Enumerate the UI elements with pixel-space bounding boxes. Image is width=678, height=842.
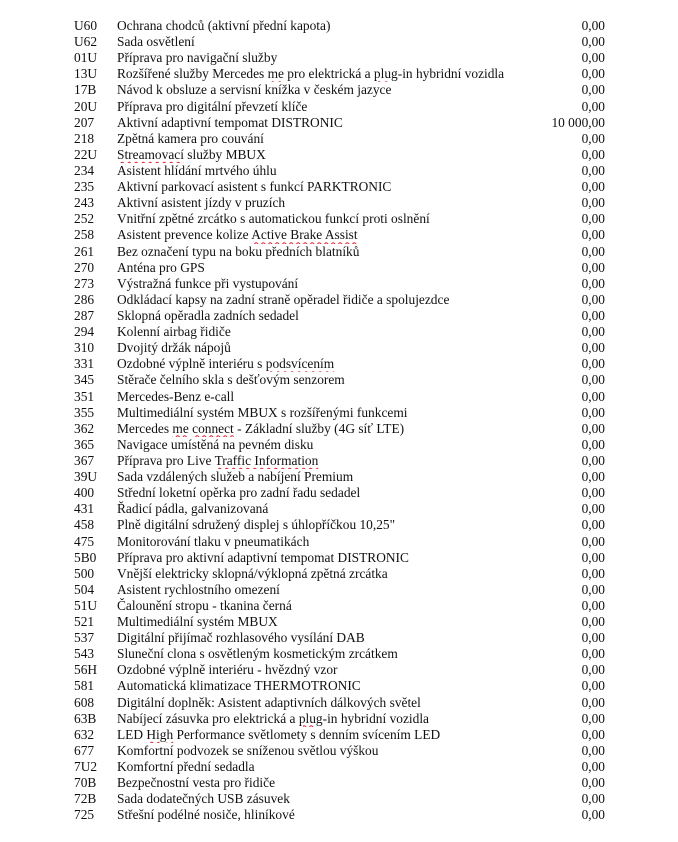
option-description[interactable]: Sada vzdálených služeb a nabíjení Premium	[117, 469, 354, 485]
option-price: 0,00	[581, 275, 605, 291]
option-price: 0,00	[581, 726, 605, 742]
option-code: 243	[74, 195, 95, 211]
equipment-row	[74, 292, 605, 308]
option-code: 310	[74, 340, 95, 356]
equipment-row	[74, 614, 605, 630]
option-code: 543	[74, 646, 95, 662]
option-price: 0,00	[581, 211, 605, 227]
equipment-row	[74, 630, 605, 646]
spellcheck-mark: plug	[373, 66, 398, 82]
equipment-row	[74, 195, 605, 211]
option-code: 400	[74, 485, 95, 501]
equipment-row	[74, 50, 605, 66]
option-code: 537	[74, 630, 95, 646]
option-description[interactable]: Streamovací služby MBUX	[117, 146, 266, 162]
option-description[interactable]: Sklopná opěradla zadních sedadel	[117, 307, 299, 323]
option-price: 0,00	[581, 259, 605, 275]
option-price: 0,00	[581, 646, 605, 662]
option-code: 286	[74, 291, 95, 307]
equipment-row	[74, 791, 605, 807]
option-code: 51U	[74, 597, 98, 613]
option-code: 72B	[74, 791, 97, 807]
option-code: 252	[74, 211, 95, 227]
equipment-row	[74, 534, 605, 550]
option-description[interactable]: Řadicí pádla, galvanizovaná	[117, 501, 269, 517]
option-price: 0,00	[581, 388, 605, 404]
option-price: 0,00	[581, 130, 605, 146]
option-description[interactable]: Komfortní přední sedadla	[117, 759, 255, 775]
option-description[interactable]: Asistent hlídání mrtvého úhlu	[117, 162, 277, 178]
equipment-row	[74, 244, 605, 260]
option-code: 01U	[74, 50, 98, 66]
option-description[interactable]: Střešní podélné nosiče, hliníkové	[117, 807, 295, 823]
equipment-row	[74, 469, 605, 485]
spellcheck-mark: Traffic Information	[214, 452, 319, 468]
option-description[interactable]: Ozdobné výplně interiéru s podsvícením	[117, 356, 335, 372]
option-description[interactable]: Aktivní asistent jízdy v pruzích	[117, 195, 286, 211]
equipment-row	[74, 99, 605, 115]
option-description[interactable]: Ochrana chodců (aktivní přední kapota)	[117, 18, 331, 33]
option-price: 0,00	[581, 227, 605, 243]
option-description[interactable]: Sada dodatečných USB zásuvek	[117, 791, 290, 807]
option-description[interactable]: Mercedes me connect - Základní služby (4G síť LTE)	[117, 420, 405, 436]
option-price: 0,00	[581, 775, 605, 791]
equipment-row	[74, 389, 605, 405]
option-price: 10 000,00	[551, 114, 605, 130]
equipment-row	[74, 82, 605, 98]
option-price: 0,00	[581, 581, 605, 597]
option-price: 0,00	[581, 759, 605, 775]
option-description[interactable]: Anténa pro GPS	[117, 259, 205, 275]
equipment-row	[74, 517, 605, 533]
option-description[interactable]: Komfortní podvozek se sníženou světlou výškou	[117, 742, 379, 758]
option-price: 0,00	[581, 565, 605, 581]
equipment-row	[74, 598, 605, 614]
option-code: 725	[74, 807, 95, 823]
equipment-list	[74, 18, 605, 823]
option-price: 0,00	[581, 372, 605, 388]
option-price: 0,00	[581, 307, 605, 323]
equipment-row	[74, 646, 605, 662]
option-price: 0,00	[581, 549, 605, 565]
option-code: 7U2	[74, 759, 98, 775]
option-price: 0,00	[581, 356, 605, 372]
option-description[interactable]: Digitální doplněk: Asistent adaptivních dálkových světel	[117, 694, 421, 710]
option-price: 0,00	[581, 614, 605, 630]
option-description[interactable]: Ozdobné výplně interiéru - hvězdný vzor	[117, 662, 338, 678]
equipment-row	[74, 18, 605, 34]
option-description[interactable]: Mercedes-Benz e-call	[117, 388, 235, 404]
option-price: 0,00	[581, 597, 605, 613]
option-code: 235	[74, 179, 95, 195]
option-price: 0,00	[581, 291, 605, 307]
equipment-row	[74, 324, 605, 340]
option-price: 0,00	[581, 66, 605, 82]
spellcheck-mark: connect	[192, 420, 234, 436]
option-code: 475	[74, 533, 95, 549]
equipment-row	[74, 775, 605, 791]
option-price: 0,00	[581, 420, 605, 436]
equipment-row	[74, 340, 605, 356]
option-description[interactable]: Navigace umístěná na pevném disku	[117, 436, 314, 452]
option-code: 355	[74, 404, 95, 420]
option-code: 63B	[74, 710, 97, 726]
option-description[interactable]: Kolenní airbag řidiče	[117, 324, 231, 340]
option-code: 458	[74, 517, 95, 533]
option-description[interactable]: Bezpečnostní vesta pro řidiče	[117, 775, 276, 791]
option-price: 0,00	[581, 340, 605, 356]
option-price: 0,00	[581, 710, 605, 726]
spellcheck-mark: High	[146, 726, 174, 742]
option-description[interactable]: Příprava pro Live Traffic Information	[117, 452, 319, 468]
option-code: 17B	[74, 82, 97, 98]
spellcheck-mark: podsvícením	[265, 356, 335, 372]
option-price: 0,00	[581, 533, 605, 549]
equipment-row	[74, 356, 605, 372]
equipment-row	[74, 276, 605, 292]
option-code: 261	[74, 243, 95, 259]
option-description[interactable]: Příprava pro digitální převzetí klíče	[117, 98, 308, 114]
equipment-row	[74, 115, 605, 131]
option-price: 0,00	[581, 98, 605, 114]
option-code: 5B0	[74, 549, 97, 565]
option-description[interactable]: Digitální přijímač rozhlasového vysílání DAB	[117, 630, 365, 646]
option-code: 500	[74, 565, 95, 581]
option-code: 20U	[74, 98, 98, 114]
option-code: 270	[74, 259, 95, 275]
equipment-row	[74, 743, 605, 759]
option-code: 504	[74, 581, 95, 597]
option-code: 273	[74, 275, 95, 291]
option-description[interactable]: Monitorování tlaku v pneumatikách	[117, 533, 310, 549]
equipment-row	[74, 131, 605, 147]
equipment-row	[74, 759, 605, 775]
option-description[interactable]: Příprava pro aktivní adaptivní tempomat DISTRONIC	[117, 549, 409, 565]
option-price: 0,00	[581, 630, 605, 646]
option-code: 234	[74, 162, 95, 178]
option-description[interactable]: Stěrače čelního skla s dešťovým senzorem	[117, 372, 345, 388]
option-price: 0,00	[581, 501, 605, 517]
option-price: 0,00	[581, 82, 605, 98]
equipment-row	[74, 211, 605, 227]
equipment-row	[74, 405, 605, 421]
option-description[interactable]: Odkládací kapsy na zadní straně opěradel řidiče a spolujezdce	[117, 291, 450, 307]
option-code: 218	[74, 130, 95, 146]
option-code: 39U	[74, 469, 98, 485]
option-description[interactable]: Vnitřní zpětné zrcátko s automatickou funkcí proti oslnění	[117, 211, 430, 227]
spellcheck-mark: plug	[298, 710, 323, 726]
option-description[interactable]: Multimediální systém MBUX	[117, 614, 278, 630]
option-description[interactable]: Střední loketní opěrka pro zadní řadu sedadel	[117, 485, 361, 501]
equipment-row	[74, 695, 605, 711]
equipment-row	[74, 260, 605, 276]
option-price: 0,00	[581, 807, 605, 823]
equipment-row	[74, 34, 605, 50]
option-code: 632	[74, 726, 95, 742]
option-price: 0,00	[581, 791, 605, 807]
equipment-row	[74, 727, 605, 743]
equipment-row	[74, 678, 605, 694]
option-code: 521	[74, 614, 95, 630]
option-code: 367	[74, 452, 95, 468]
option-price: 0,00	[581, 146, 605, 162]
option-code: 56H	[74, 662, 98, 678]
spellcheck-mark: Active Brake Assist	[251, 227, 358, 243]
equipment-row	[74, 807, 605, 823]
option-code: U62	[74, 34, 98, 50]
equipment-row	[74, 485, 605, 501]
equipment-row	[74, 662, 605, 678]
option-description[interactable]: Aktivní adaptivní tempomat DISTRONIC	[117, 114, 343, 130]
option-description[interactable]: Příprava pro navigační služby	[117, 50, 278, 66]
equipment-row	[74, 582, 605, 598]
equipment-row	[74, 227, 605, 243]
equipment-row	[74, 179, 605, 195]
option-price: 0,00	[581, 243, 605, 259]
option-price: 0,00	[581, 517, 605, 533]
option-description[interactable]: Asistent rychlostního omezení	[117, 581, 280, 597]
option-description[interactable]: Návod k obsluze a servisní knížka v českém jazyce	[117, 82, 392, 98]
option-description[interactable]: Dvojitý držák nápojů	[117, 340, 231, 356]
option-price: 0,00	[581, 50, 605, 66]
option-code: 294	[74, 324, 95, 340]
option-code: 431	[74, 501, 95, 517]
spellcheck-mark: me	[267, 66, 284, 82]
option-code: 365	[74, 436, 95, 452]
option-price: 0,00	[581, 18, 605, 33]
option-description[interactable]: Aktivní parkovací asistent s funkcí PARKTRONIC	[117, 179, 392, 195]
option-price: 0,00	[581, 678, 605, 694]
equipment-row	[74, 147, 605, 163]
option-code: 258	[74, 227, 95, 243]
option-price: 0,00	[581, 436, 605, 452]
option-price: 0,00	[581, 179, 605, 195]
spellcheck-mark: me	[172, 420, 189, 436]
option-price: 0,00	[581, 162, 605, 178]
option-code: 13U	[74, 66, 98, 82]
option-description[interactable]: LED High Performance světlomety s denním svícením LED	[117, 726, 441, 742]
option-description[interactable]: Multimediální systém MBUX s rozšířenými funkcemi	[117, 404, 408, 420]
option-description[interactable]: Automatická klimatizace THERMOTRONIC	[117, 678, 361, 694]
option-code: 608	[74, 694, 95, 710]
option-description[interactable]: Sluneční clona s osvětleným kosmetickým zrcátkem	[117, 646, 398, 662]
option-code: U60	[74, 18, 98, 33]
option-code: 677	[74, 742, 95, 758]
option-description[interactable]: Vnější elektricky sklopná/výklopná zpětná zrcátka	[117, 565, 388, 581]
equipment-row	[74, 163, 605, 179]
option-code: 331	[74, 356, 95, 372]
option-code: 70B	[74, 775, 97, 791]
option-description[interactable]: Bez označení typu na boku předních blatníků	[117, 243, 360, 259]
equipment-row	[74, 66, 605, 82]
equipment-row	[74, 501, 605, 517]
option-price: 0,00	[581, 485, 605, 501]
equipment-row	[74, 711, 605, 727]
option-code: 345	[74, 372, 95, 388]
equipment-row	[74, 453, 605, 469]
option-description[interactable]: Sada osvětlení	[117, 34, 195, 50]
equipment-row	[74, 566, 605, 582]
option-code: 22U	[74, 146, 98, 162]
equipment-row	[74, 421, 605, 437]
option-code: 207	[74, 114, 95, 130]
option-price: 0,00	[581, 195, 605, 211]
option-code: 362	[74, 420, 95, 436]
option-description[interactable]: Rozšířené služby Mercedes me pro elektrická a plug-in hybridní vozidla	[117, 66, 505, 82]
equipment-row	[74, 308, 605, 324]
spellcheck-mark: Streamovací	[117, 146, 184, 162]
option-price: 0,00	[581, 404, 605, 420]
option-description[interactable]: Nabíjecí zásuvka pro elektrická a plug-in hybridní vozidla	[117, 710, 429, 726]
equipment-row	[74, 437, 605, 453]
option-code: 287	[74, 307, 95, 323]
option-description[interactable]: Asistent prevence kolize Active Brake Assist	[117, 227, 358, 243]
option-description[interactable]: Zpětná kamera pro couvání	[117, 130, 264, 146]
option-code: 351	[74, 388, 95, 404]
equipment-row	[74, 550, 605, 566]
option-description[interactable]: Výstražná funkce při vystupování	[117, 275, 299, 291]
option-price: 0,00	[581, 742, 605, 758]
option-description[interactable]: Plně digitální sdružený displej s úhlopříčkou 10,25"	[117, 517, 396, 533]
option-price: 0,00	[581, 662, 605, 678]
option-description[interactable]: Čalounění stropu - tkanina černá	[117, 597, 292, 613]
option-price: 0,00	[581, 469, 605, 485]
option-price: 0,00	[581, 452, 605, 468]
option-price: 0,00	[581, 324, 605, 340]
equipment-row	[74, 372, 605, 388]
option-code: 581	[74, 678, 95, 694]
option-price: 0,00	[581, 694, 605, 710]
option-price: 0,00	[581, 34, 605, 50]
